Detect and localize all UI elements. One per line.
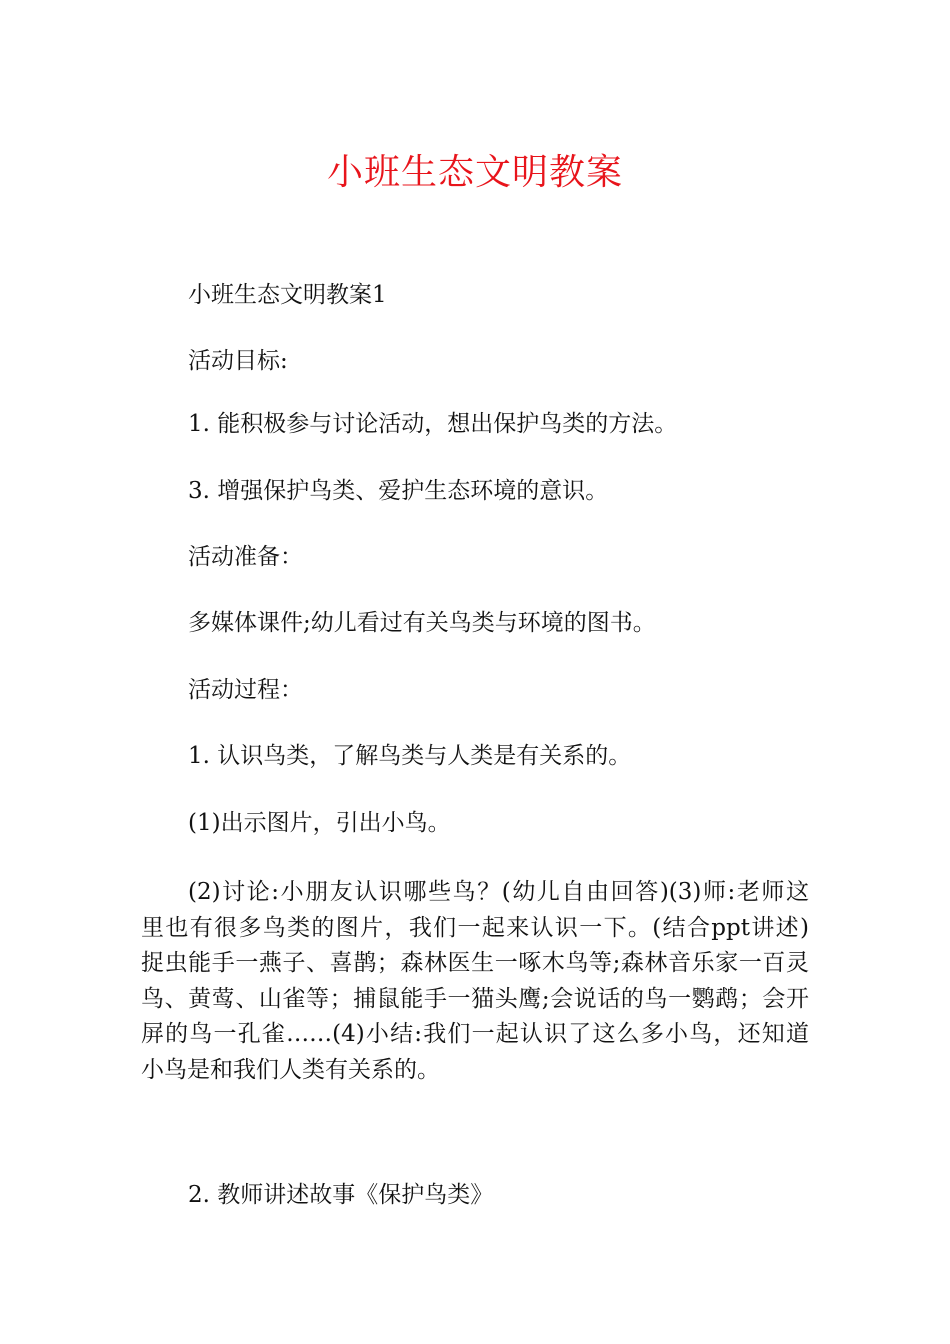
paragraph-line: 小鸟是和我们人类有关系的。 (141, 1056, 440, 1083)
step-2: 2. 教师讲述故事《保护鸟类》 (188, 1182, 494, 1208)
paragraph-line: (2)讨论:小朋友认识哪些鸟？(幼儿自由回答)(3)师:老师这 (188, 879, 809, 905)
paragraph-line: 里也有很多鸟类的图片，我们一起来认识一下。(结合ppt讲述) (141, 914, 809, 941)
goal-item-1: 1. 能积极参与讨论活动，想出保护鸟类的方法。 (188, 411, 678, 437)
goal-item-3: 3. 增强保护鸟类、爱护生态环境的意识。 (188, 478, 609, 504)
goal-heading: 活动目标: (188, 348, 288, 374)
paragraph-line: 捉虫能手一燕子、喜鹊；森林医生一啄木鸟等;森林音乐家一百灵 (141, 950, 809, 976)
section-heading: 小班生态文明教案1 (188, 282, 387, 308)
prep-text: 多媒体课件;幼儿看过有关鸟类与环境的图书。 (188, 610, 656, 636)
step-1-1: (1)出示图片，引出小鸟。 (188, 810, 451, 836)
document-title: 小班生态文明教案 (326, 152, 623, 193)
paragraph-line: 屏的鸟一孔雀……(4)小结:我们一起认识了这么多小鸟，还知道 (141, 1021, 809, 1047)
step-1-2-paragraph (141, 875, 809, 1088)
prep-heading: 活动准备： (188, 544, 303, 570)
process-heading: 活动过程： (188, 677, 303, 703)
step-1: 1. 认识鸟类，了解鸟类与人类是有关系的。 (188, 743, 632, 769)
paragraph-line: 鸟、黄莺、山雀等；捕鼠能手一猫头鹰;会说话的鸟一鹦鹉；会开 (141, 985, 809, 1012)
